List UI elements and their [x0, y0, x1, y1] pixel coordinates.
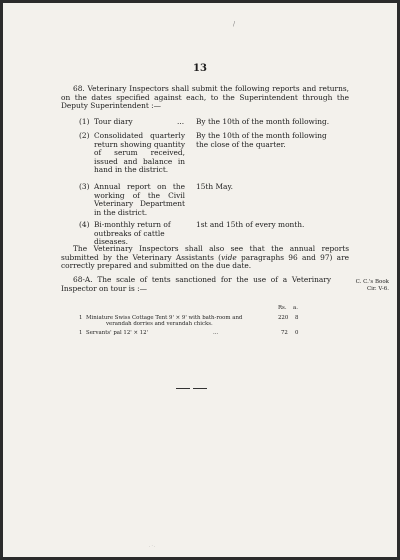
item-4-due: 1st and 15th of every month. — [196, 220, 305, 229]
margin-note-line1: C. C.'s Book — [355, 279, 389, 285]
table-row-1-desc-line2: verandah dorries and verandah chicks. — [106, 321, 213, 328]
item-4-number: (4) — [79, 220, 90, 229]
page-number: 13 — [193, 63, 207, 74]
end-rule-left — [176, 388, 190, 389]
table-row-1-desc-line1: Miniature Swiss Cottage Tent 9' × 9' with bath-room and — [86, 315, 243, 321]
table-row-1-annas: 8 — [295, 315, 299, 321]
table-row-1-qty: 1 — [79, 315, 83, 321]
table-row-2-qty: 1 — [79, 330, 83, 336]
table-row-2-rupees: 72 — [281, 330, 288, 336]
column-header-rupees: Rs. — [278, 305, 287, 311]
item-1-number: (1) — [79, 117, 90, 126]
column-header-annas: a. — [293, 305, 298, 311]
item-1-due: By the 10th of the month following. — [196, 117, 330, 126]
item-4-label: Bi-monthly return of outbreaks of cattle diseases. — [94, 220, 171, 247]
table-row-2-desc: Servants' pal 12' × 12' — [86, 330, 149, 336]
item-2-due: By the 10th of the month following the close of the quarter. — [196, 131, 327, 149]
item-2-number: (2) — [79, 131, 90, 140]
paragraph-annual-reports-part1: The Veterinary Inspectors shall also see that the annual reports submitted by the Veterinary Assistants ( — [61, 244, 349, 262]
scan-speck-bottom: . · . — [149, 543, 156, 548]
table-row-2-dots: ... — [213, 330, 219, 336]
table-row-2-annas: 0 — [295, 330, 299, 336]
paragraph-68a: 68-A. The scale of tents sanctioned for the use of a Veterinary Inspector on tour is :— — [61, 275, 331, 293]
paragraph-annual-reports-part2: paragraphs 96 and 97) are correctly prepared and submitted on the due date. — [61, 252, 349, 271]
scan-speck: / — [233, 21, 236, 28]
item-3-due: 15th May. — [196, 182, 233, 191]
margin-note — [329, 279, 389, 292]
end-rule-right — [193, 388, 207, 389]
vide-word: vide — [221, 252, 237, 262]
item-1-label: Tour diary — [94, 117, 133, 126]
margin-note-line2: Cir. V-6. — [366, 285, 389, 292]
paragraph-68: 68. Veterinary Inspectors shall submit the following reports and returns, on the dates specified against each, to the Superintendent through the Deputy Superintendent :— — [61, 84, 349, 111]
item-2-label: Consolidated quarterly return showing quantity of serum received, issued and balance in hand in the district. — [94, 131, 185, 175]
item-1-dots: ... — [177, 117, 185, 126]
item-3-label: Annual report on the working of the Civil Veterinary Department in the district. — [94, 182, 185, 217]
document-page — [3, 3, 397, 557]
paragraph-annual-reports — [61, 245, 349, 271]
table-row-1-rupees: 220 — [278, 315, 289, 321]
table-row-1-desc — [86, 315, 276, 328]
item-3-number: (3) — [79, 182, 90, 191]
